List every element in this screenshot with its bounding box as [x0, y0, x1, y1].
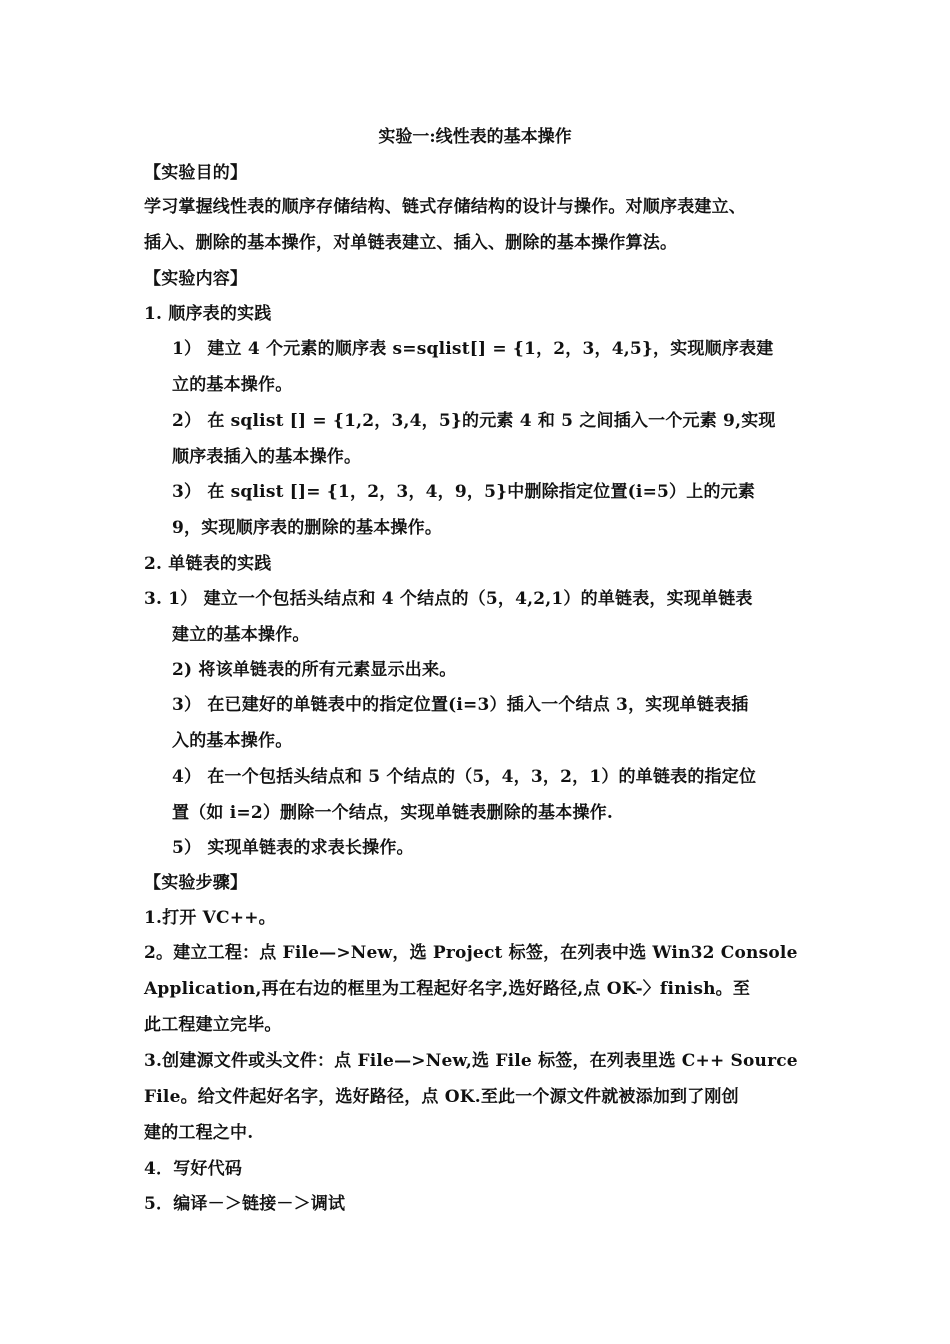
list-item-continuation: 顺序表插入的基本操作。	[172, 447, 362, 467]
paragraph-line: 插入、删除的基本操作，对单链表建立、插入、删除的基本操作算法。	[144, 233, 678, 253]
step-line: 此工程建立完毕。	[144, 1015, 282, 1035]
list-item: 2） 在 sqlist [] = {1,2，3,4，5}的元素 4 和 5 之间插入一个元素 9,实现	[172, 411, 776, 431]
step-line: 1.打开 VC++。	[144, 908, 276, 928]
section-heading-steps: 【实验步骤】	[144, 873, 248, 893]
list-item-continuation: 立的基本操作。	[172, 375, 293, 395]
list-item: 2) 将该单链表的所有元素显示出来。	[172, 660, 457, 680]
list-item: 3. 1） 建立一个包括头结点和 4 个结点的（5，4,2,1）的单链表，实现单链表	[144, 589, 753, 609]
document-title: 实验一:线性表的基本操作	[378, 127, 572, 147]
step-line: 4．写好代码	[144, 1159, 243, 1179]
list-item-continuation: 置（如 i=2）删除一个结点，实现单链表删除的基本操作.	[172, 803, 613, 823]
section-heading-content: 【实验内容】	[144, 269, 248, 289]
list-item: 1. 顺序表的实践	[144, 304, 272, 324]
step-line: 3.创建源文件或头文件：点 File—>New,选 File 标签，在列表里选 C++ Source	[144, 1051, 798, 1071]
list-item-continuation: 建立的基本操作。	[172, 625, 310, 645]
list-item-continuation: 入的基本操作。	[172, 731, 293, 751]
list-item: 3） 在已建好的单链表中的指定位置(i=3）插入一个结点 3，实现单链表插	[172, 695, 749, 715]
step-line: 2。建立工程：点 File—>New，选 Project 标签，在列表中选 Win32 Console	[144, 943, 798, 963]
step-line: 5．编译－＞链接－＞调试	[144, 1194, 346, 1214]
list-item: 3） 在 sqlist []= {1，2，3，4，9，5}中删除指定位置(i=5）上的元素	[172, 482, 756, 502]
list-item: 1） 建立 4 个元素的顺序表 s=sqlist[] = {1，2，3，4,5}，实现顺序表建	[172, 339, 774, 359]
section-heading-purpose: 【实验目的】	[144, 163, 248, 183]
step-line: 建的工程之中.	[144, 1123, 254, 1143]
step-line: Application,再在右边的框里为工程起好名字,选好路径,点 OK-〉finish。至	[144, 979, 751, 999]
list-item: 4） 在一个包括头结点和 5 个结点的（5，4，3，2，1）的单链表的指定位	[172, 767, 757, 787]
step-line: File。给文件起好名字，选好路径，点 OK.至此一个源文件就被添加到了刚创	[144, 1087, 739, 1107]
list-item: 2. 单链表的实践	[144, 554, 272, 574]
paragraph-line: 学习掌握线性表的顺序存储结构、链式存储结构的设计与操作。对顺序表建立、	[144, 197, 746, 217]
list-item-continuation: 9，实现顺序表的删除的基本操作。	[172, 518, 443, 538]
list-item: 5） 实现单链表的求表长操作。	[172, 838, 414, 858]
